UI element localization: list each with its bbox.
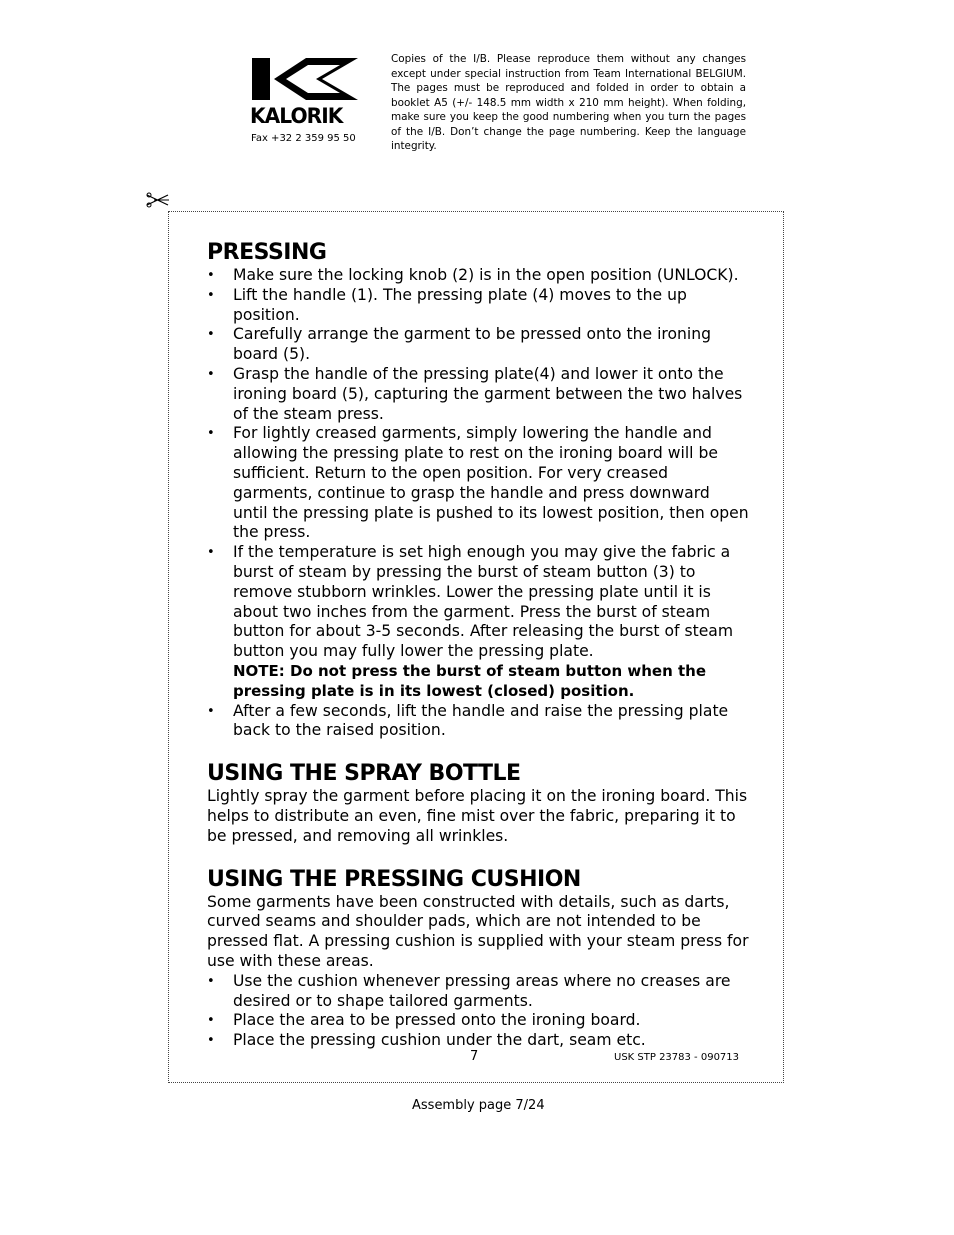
kalorik-k-logo	[250, 56, 360, 102]
list-item: • Place the area to be pressed onto the ironing board.	[207, 1011, 749, 1031]
section-title-pressing-cushion: USING THE PRESSING CUSHION	[207, 866, 581, 892]
section-title-spray-bottle: USING THE SPRAY BOTTLE	[207, 761, 521, 787]
safety-note: NOTE: Do not press the burst of steam button when the pressing plate is in its lowest (closed) position.	[233, 661, 707, 700]
list-item: • Place the pressing cushion under the dart, seam etc.	[207, 1031, 749, 1051]
list-item: • Lift the handle (1). The pressing plate (4) moves to the up position.	[207, 286, 749, 326]
list-item	[207, 543, 749, 701]
pressing-cushion-steps	[207, 972, 749, 1051]
list-item: • Make sure the locking knob (2) is in the open position (UNLOCK).	[207, 266, 749, 286]
section-title-pressing: PRESSING	[207, 240, 327, 265]
list-item: • Carefully arrange the garment to be pressed onto the ironing board (5).	[207, 325, 749, 365]
scissors-icon	[146, 192, 170, 212]
list-item: • Grasp the handle of the pressing plate(4) and lower it onto the ironing board (5), capturing the garment between the two halves of the steam press.	[207, 365, 749, 424]
assembly-page: Assembly page 7/24	[412, 1098, 545, 1113]
list-item: • For lightly creased garments, simply lowering the handle and allowing the pressing plate to rest on the ironing board will be sufficient. Return to the open position. For very creased garments, continue to grasp the handle and press downward until the pressing plate is pushed to its lowest position, then open the press.	[207, 424, 749, 543]
document-reference: USK STP 23783 - 090713	[614, 1052, 740, 1063]
list-item-text: If the temperature is set high enough you may give the fabric a burst of steam by pressing the burst of steam button (3) to remove stubborn wrinkles. Lower the pressing plate until it is about two inches from the garment. Press the burst of steam button for about 3-5 seconds. After releasing the burst of steam button you may fully lower the pressing plate.	[233, 543, 734, 661]
page-content	[207, 240, 749, 1051]
pressing-cushion-text: Some garments have been constructed with details, such as darts, curved seams and shoulder pads, which are not intended to be pressed flat. A pressing cushion is supplied with your steam press for use with these areas.	[207, 892, 749, 970]
pressing-steps	[207, 266, 749, 741]
logo-wordmark: KALORIK	[250, 104, 343, 128]
fax-number: Fax +32 2 359 95 50	[251, 133, 356, 144]
reproduction-notice: Copies of the I/B. Please reproduce them without any changes except under special instruction from Team International BELGIUM. The pages must be reproduced and folded in order to obtain a booklet A5 (+/- 148.5 mm width x 210 mm height). When folding, make sure you keep the good numbering when you turn the pages of the I/B. Don’t change the page numbering. Keep the language integrity.	[391, 53, 746, 152]
spray-bottle-text: Lightly spray the garment before placing it on the ironing board. This helps to distribute an even, fine mist over the fabric, preparing it to be pressed, and removing all wrinkles.	[207, 787, 748, 845]
kalorik-logo	[250, 56, 360, 127]
list-item: • Use the cushion whenever pressing areas where no creases are desired or to shape tailored garments.	[207, 972, 749, 1012]
list-item: • After a few seconds, lift the handle and raise the pressing plate back to the raised position.	[207, 702, 749, 742]
page-number: 7	[470, 1049, 479, 1064]
